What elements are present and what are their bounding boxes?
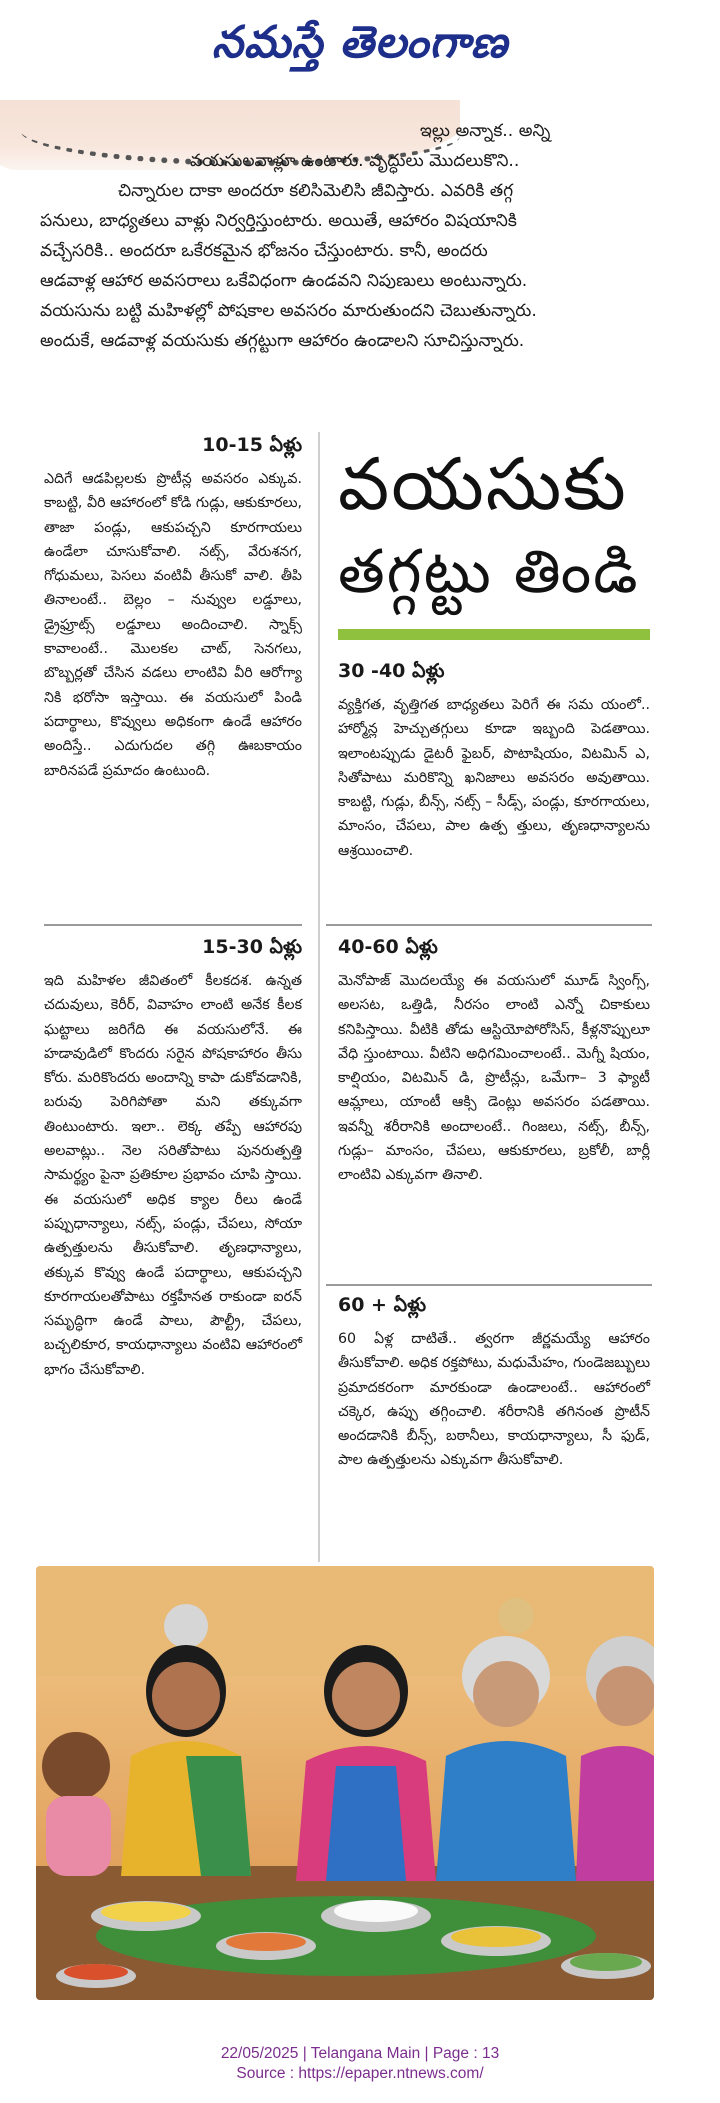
section-body: మెనోపాజ్ మొదలయ్యే ఈ వయసులో మూడ్ స్వింగ్స్, అలసట, ఒత్తిడి, నీరసం లాంటి ఎన్నో చికాకులు కనిపిస్తాయి. వీటికి తోడు ఆస్టియోపోరోసిస్, కీళ్లనొప్పులూ వేధి స్తుంటాయి. వీటిని అధిగమించాలంటే.. మెగ్నీ షియం, కాల్షియం, విటమిన్ డి, ప్రొటీన్లు, ఒమేగా– 3 ఫ్యాటీ ఆమ్లాలు, యాంటీ ఆక్సి డెంట్లు అవసరం పడతాయి. ఇవన్నీ శరీరానికి అందాలంటే.. గింజలు, నట్స్, బీన్స్, గుడ్లు– మాంసం, చేపలు, ఆకుకూరలు, బ్రకోలీ, బార్లీ లాంటివి ఎక్కువగా తినాలి.: [338, 973, 650, 1184]
section-10-15: [44, 434, 302, 783]
section-body: ఎదిగే ఆడపిల్లలకు ప్రొటీన్ల అవసరం ఎక్కువ. కాబట్టి, వీరి ఆహారంలో కోడి గుడ్లు, ఆకుకూరలు, తాజా పండ్లు, ఆకుపచ్చని కూరగాయలు ఉండేలా చూసుకోవాలి. నట్స్, వేరుశనగ, గోధుమలు, పెసలు వంటివీ తీసుకో వాలి. తీపి తినాలంటే.. బెల్లం – నువ్వుల లడ్డూలు, డ్రైఫ్రూట్స్ లడ్డూలు అందించాలి. స్నాక్స్ కావాలంటే.. మొలకల చాట్, సెనగలు, బొబ్బర్లతో చేసిన వడలు లాంటివి వీరి ఆరోగ్యా నికి భరోసా ఇస్తాయి. ఈ వయసులో పిండి పదార్థాలు, కొవ్వులు అధికంగా ఉండే ఆహారం అందిస్తే.. ఎదుగుదల తగ్గి ఊబకాయం బారినపడే ప్రమాదం ఉంటుంది.: [44, 471, 302, 779]
section-15-30: [44, 936, 302, 1382]
intro-line: ఆడవాళ్ల ఆహార అవసరాలు ఒకేవిధంగా ఉండవని నిపుణులు అంటున్నారు.: [40, 271, 528, 291]
intro-paragraph: [40, 116, 662, 356]
figure-girl: [42, 1732, 111, 1876]
intro-line: వచ్చేసరికి.. అందరూ ఒకేరకమైన భోజనం చేస్తుంటారు. కానీ, అందరు: [40, 241, 488, 261]
section-divider: [326, 1284, 652, 1286]
section-heading: 10-15 ఏళ్లు: [202, 434, 302, 456]
headline-accent-bar: [338, 629, 650, 640]
section-divider: [44, 924, 302, 926]
column-divider: [318, 432, 320, 1562]
section-heading: 60 + ఏళ్లు: [338, 1294, 427, 1316]
intro-line: ఇల్లు అన్నాక.. అన్ని: [420, 121, 551, 141]
headline-line: తగ్గట్టు తిండి: [338, 537, 640, 607]
figure-elder-woman-2: [576, 1636, 654, 1881]
intro-line: వయసులవాళ్లూ ఉంటారు. వృద్ధులు మొదలుకొని..: [190, 151, 520, 171]
headline-line: వయసుకు: [338, 442, 628, 526]
footer-source-line: Source : https://epaper.ntnews.com/: [236, 2065, 484, 2082]
intro-line: పనులు, బాధ్యతలు వాళ్లు నిర్వర్తిస్తుంటారు. అయితే, ఆహారం విషయానికి: [40, 211, 517, 231]
masthead: [0, 0, 720, 95]
section-heading: 30 -40 ఏళ్లు: [338, 660, 445, 682]
headline: [338, 440, 668, 616]
section-60-plus: [338, 1294, 650, 1473]
intro-line: చిన్నారుల దాకా అందరూ కలిసిమెలిసి జీవిస్తారు. ఎవరికి తగ్గ: [118, 181, 514, 201]
newspaper-logo: నమస్తే తెలంగాణ: [211, 16, 509, 68]
page-footer: [0, 2044, 720, 2084]
section-heading: 40-60 ఏళ్లు: [338, 936, 438, 958]
section-30-40: [338, 660, 650, 863]
section-divider: [326, 924, 652, 926]
section-body: ఇది మహిళల జీవితంలో కీలకదశ. ఉన్నత చదువులు, కెరీర్, వివాహం లాంటి అనేక కీలక ఘట్టాలు జరిగేది ఈ వయసులోనే. ఈ హడావుడిలో కొందరు సరైన పోషకాహారం తీసు కోరు. మరికొందరు అందాన్ని కాపా డుకోవడానికి, బరువు పెరిగిపోతా మని తక్కువగా తింటుంటారు. ఇలా.. లెక్క తప్పే ఆహారపు అలవాట్లు.. నెల సరితోపాటు పునరుత్పత్తి సామర్థ్యం పైనా ప్రతికూల ప్రభావం చూపి స్తాయి. ఈ వయసులో అధిక క్యాల రీలు ఉండే పప్పుధాన్యాలు, నట్స్, పండ్లు, చేపలు, సోయా ఉత్పత్తులను తీసుకోవాలి. తృణధాన్యాలు, తక్కువ కొవ్వు ఉండే పదార్థాలు, ఆకుపచ్చని కూరగాయలతోపాటు రక్తహీనత రాకుండా ఐరన్ సమృద్ధిగా ఉండే పాలు, పౌల్ట్రీ, చేపలు, బచ్చలికూర, కాయధాన్యాలు వంటివి ఆహారంలో భాగం చేసుకోవాలి.: [44, 973, 302, 1378]
section-body: 60 ఏళ్ల దాటితే.. త్వరగా జీర్ణమయ్యే ఆహారం తీసుకోవాలి. అధిక రక్తపోటు, మధుమేహం, గుండెజబ్బులు ప్రమాదకరంగా మారకుండా ఉండాలంటే.. ఆహారంలో చక్కెర, ఉప్పు తగ్గించాలి. శరీరానికి తగినంత ప్రొటీన్ అందడానికి బీన్స్, బఠానీలు, కాయధాన్యాలు, సీ ఫుడ్, పాల ఉత్పత్తులను ఎక్కువగా తీసుకోవాలి.: [338, 1331, 650, 1469]
footer-date-line: 22/05/2025 | Telangana Main | Page : 13: [220, 2045, 500, 2062]
intro-line: వయసును బట్టి మహిళల్లో పోషకాల అవసరం మారుతుందని చెబుతున్నారు.: [40, 301, 537, 321]
intro-line: అందుకే, ఆడవాళ్ల వయసుకు తగ్గట్టుగా ఆహారం ఉండాలని సూచిస్తున్నారు.: [40, 331, 525, 351]
section-40-60: [338, 936, 650, 1188]
illustration-svg: [36, 1566, 654, 2000]
section-body: వ్యక్తిగత, వృత్తిగత బాధ్యతలు పెరిగే ఈ సమ యంలో.. హార్మోన్ల హెచ్చుతగ్గులు కూడా ఇబ్బంది పెడతాయి. ఇలాంటప్పుడు డైటరీ ఫైబర్, పొటాషియం, విటమిన్ ఎ, సితోపాటు మరికొన్ని ఖనిజాలు అవసరం అవుతాయి. కాబట్టి, గుడ్లు, బీన్స్, నట్స్ – సీడ్స్, పండ్లు, కూరగాయలు, మాంసం, చేపలు, పాల ఉత్ప త్తులు, తృణధాన్యాలను ఆశ్రయించాలి.: [338, 697, 650, 859]
section-heading: 15-30 ఏళ్లు: [202, 936, 302, 958]
women-dining-illustration: [36, 1566, 654, 2000]
